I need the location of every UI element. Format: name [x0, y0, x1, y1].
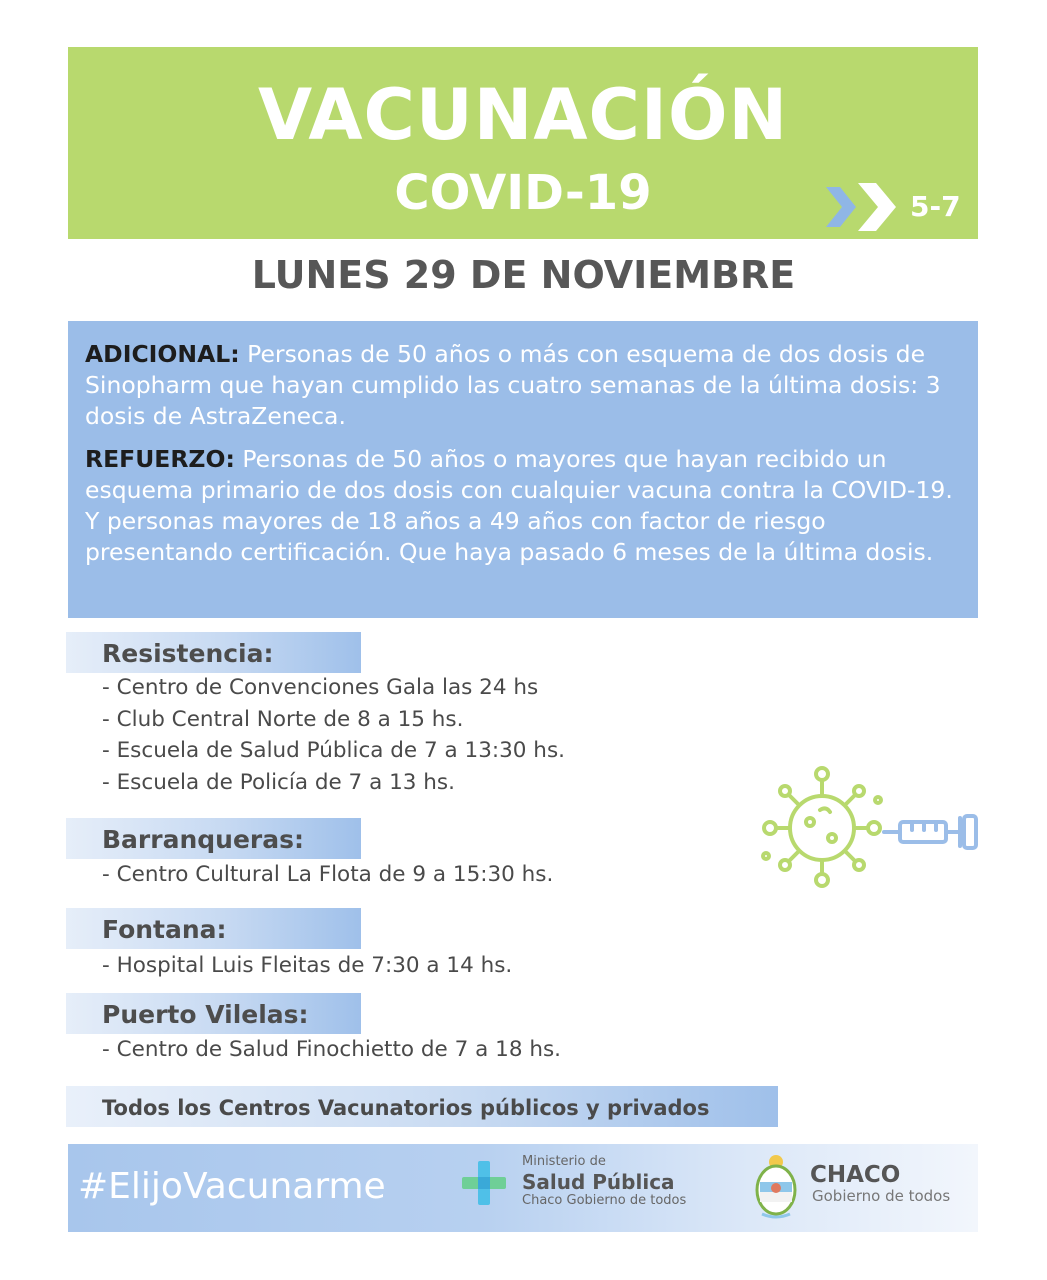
age-range-badge: 5-7	[910, 190, 961, 223]
section-list-fontana	[102, 950, 512, 982]
list-item: - Escuela de Policía de 7 a 13 hs.	[102, 769, 455, 795]
all-centers-banner	[66, 1086, 778, 1127]
chaco-tagline: Gobierno de todos	[812, 1187, 951, 1205]
section-list-resistencia	[102, 672, 565, 798]
ministerio-tagline: Chaco Gobierno de todos	[522, 1193, 687, 1208]
section-title: Resistencia:	[102, 639, 274, 668]
page-title: VACUNACIÓN	[257, 74, 789, 156]
date-heading: LUNES 29 DE NOVIEMBRE	[251, 253, 796, 297]
ministerio-name: Salud Pública	[522, 1170, 675, 1194]
refuerzo-text: Personas de 50 años o mayores que hayan recibido un esquema primario de dos dosis con cualquier vacuna contra la COVID-19. Y personas mayores de 18 años a 49 años con factor de riesgo presentando certificación. Que haya pasado 6 meses de la última dosis.	[85, 445, 953, 566]
section-header-fontana	[66, 908, 361, 949]
virus-syringe-illustration	[760, 760, 985, 895]
plus-cross-icon	[460, 1159, 508, 1207]
list-item: - Centro de Convenciones Gala las 24 hs	[102, 675, 539, 700]
adicional-label: ADICIONAL:	[85, 340, 240, 368]
all-centers-text: Todos los Centros Vacunatorios públicos y privados	[102, 1096, 710, 1120]
section-header-barranqueras	[66, 818, 361, 859]
adicional-text: Personas de 50 años o más con esquema de dos dosis de Sinopharm que hayan cumplido las cuatro semanas de la última dosis: 3 dosis de AstraZeneca.	[85, 340, 941, 430]
page-subtitle: COVID-19	[394, 165, 652, 221]
footer-bar	[68, 1144, 978, 1232]
list-item: - Centro de Salud Finochietto de 7 a 18 hs.	[102, 1037, 561, 1062]
chaco-name: CHACO	[810, 1162, 901, 1188]
hashtag: #ElijoVacunarme	[78, 1166, 386, 1207]
refuerzo-paragraph	[85, 444, 960, 568]
info-box	[68, 321, 978, 618]
section-title: Fontana:	[102, 915, 227, 944]
header-banner	[68, 47, 978, 239]
section-title: Puerto Vilelas:	[102, 1000, 309, 1029]
list-item: - Centro Cultural La Flota de 9 a 15:30 hs.	[102, 862, 554, 887]
refuerzo-label: REFUERZO:	[85, 445, 235, 473]
ministerio-prefix: Ministerio de	[522, 1154, 606, 1169]
virus-icon	[763, 768, 881, 886]
adicional-paragraph	[85, 339, 960, 432]
provincial-seal-icon	[752, 1152, 800, 1220]
list-item: - Club Central Norte de 8 a 15 hs.	[102, 706, 464, 732]
section-list-puerto-vilelas	[102, 1034, 561, 1066]
section-header-puerto-vilelas	[66, 993, 361, 1034]
section-header-resistencia	[66, 632, 361, 673]
section-title: Barranqueras:	[102, 825, 304, 854]
list-item: - Hospital Luis Fleitas de 7:30 a 14 hs.	[102, 953, 513, 978]
list-item: - Escuela de Salud Pública de 7 a 13:30 hs.	[102, 738, 565, 763]
double-chevron-icon	[822, 181, 904, 233]
syringe-icon	[884, 816, 976, 848]
section-list-barranqueras	[102, 859, 553, 891]
